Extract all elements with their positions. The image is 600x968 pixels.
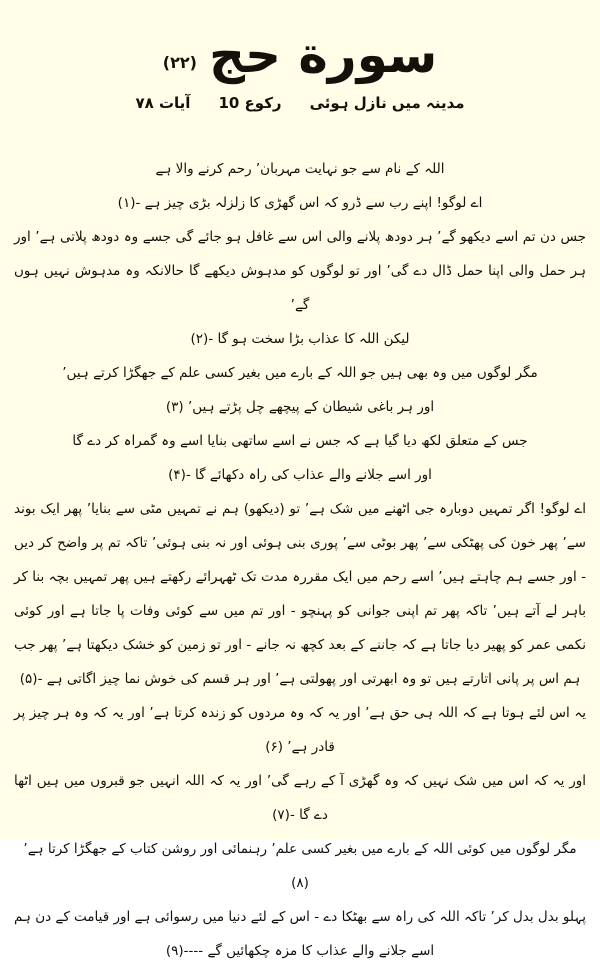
surah-meta-row	[0, 94, 600, 112]
translation-body	[0, 152, 600, 968]
verse-paragraph: مگر لوگوں میں وہ بھی ہیں جو اللہ کے بارے میں بغیر کسی علم کے جھگڑا کرتے ہیں’	[62, 365, 538, 381]
ayat-count-label: آیات ۷۸	[135, 94, 191, 112]
revealed-at-label: مدینہ میں نازل ہوئی	[309, 94, 465, 112]
surah-title-row	[0, 8, 600, 84]
ruku-count-label: رکوع 10	[218, 94, 282, 112]
verse-paragraph: لیکن اللہ کا عذاب بڑا سخت ہو گا -(۲)	[190, 331, 410, 347]
verse-paragraph: اے لوگو! اپنے رب سے ڈرو کہ اس گھڑی کا زلزلہ بڑی چیز ہے -(۱)	[117, 195, 483, 211]
verse-paragraph: جس کے متعلق لکھ دیا گیا ہے کہ جس نے اسے ساتھی بنایا اسے وہ گمراہ کر دے گا	[72, 433, 528, 449]
verse-paragraph: اور اسے جلانے والے عذاب کی راہ دکھائے گا -(۴)	[168, 467, 432, 483]
surah-header	[0, 0, 600, 112]
verse-paragraph: پہلو بدل بدل کر’ تاکہ اللہ کی راہ سے بھٹکا دے - اس کے لئے دنیا میں رسوائی ہے اور قیامت کے دن ہم اسے جلانے والے عذاب کا مزہ چکھائیں گے ----(۹)	[14, 909, 586, 959]
verse-paragraph: اللہ کے نام سے جو نہایت مہربان’ رحم کرنے والا ہے	[155, 161, 445, 177]
surah-number: (۲۲)	[162, 53, 197, 72]
verse-paragraph: اور یہ کہ اس میں شک نہیں کہ وہ گھڑی آ کے رہے گی’ اور یہ کہ اللہ انہیں جو قبروں میں ہیں اٹھا دے گا -(۷)	[14, 773, 586, 823]
verse-paragraph: یہ اس لئے ہوتا ہے کہ اللہ ہی حق ہے’ اور یہ کہ وہ مردوں کو زندہ کرتا ہے’ اور یہ کہ وہ ہر چیز پر قادر ہے’ (۶)	[14, 705, 586, 755]
verse-paragraph: اے لوگو! اگر تمہیں دوبارہ جی اٹھنے میں شک ہے’ تو (دیکھو) ہم نے تمہیں مٹی سے بنایا’ پھر ایک بوند سے’ پھر خون کی پھٹکی سے’ پھر بوٹی سے’ پوری بنی ہوئی اور نہ بنی ہوئی’ تاکہ تم پر واضح کر دیں - اور جسے ہم چاہتے ہیں’ اسے رحم میں ایک مقررہ مدت تک ٹھہرائے رکھتے ہیں پھر تمہیں بچہ بنا کر باہر لے آتے ہیں’ تاکہ پھر تم اپنی جوانی کو پہنچو - اور تم میں سے کوئی وفات پا جاتا ہے اور کوئی نکمی عمر کو پھیر دیا جاتا ہے کہ جاننے کے بعد کچھ نہ جانے - اور تو زمین کو خشک دیکھتا ہے’ پھر جب ہم اس پر پانی اتارتے ہیں تو وہ ابھرتی اور پھولتی ہے’ اور ہر قسم کی خوش نما چیز اگاتی ہے -(۵)	[14, 501, 586, 687]
verse-paragraph: مگر لوگوں میں کوئی اللہ کے بارے میں بغیر کسی علم’ رہنمائی اور روشن کتاب کے جھگڑا کرتا ہے’ (۸)	[23, 841, 577, 891]
verse-paragraph: اور ہر باغی شیطان کے پیچھے چل پڑتے ہیں’ (۳)	[165, 399, 435, 415]
surah-title: سورة حج	[208, 25, 438, 84]
verse-paragraph: جس دن تم اسے دیکھو گے’ ہر دودھ پلانے والی اس سے غافل ہو جائے گی جسے وہ دودھ پلاتی ہے’ اور ہر حمل والی اپنا حمل ڈال دے گی’ اور تو لوگوں کو مدہوش دیکھے گا حالانکہ وہ مدہوش نہیں ہوں گے’	[14, 229, 586, 313]
